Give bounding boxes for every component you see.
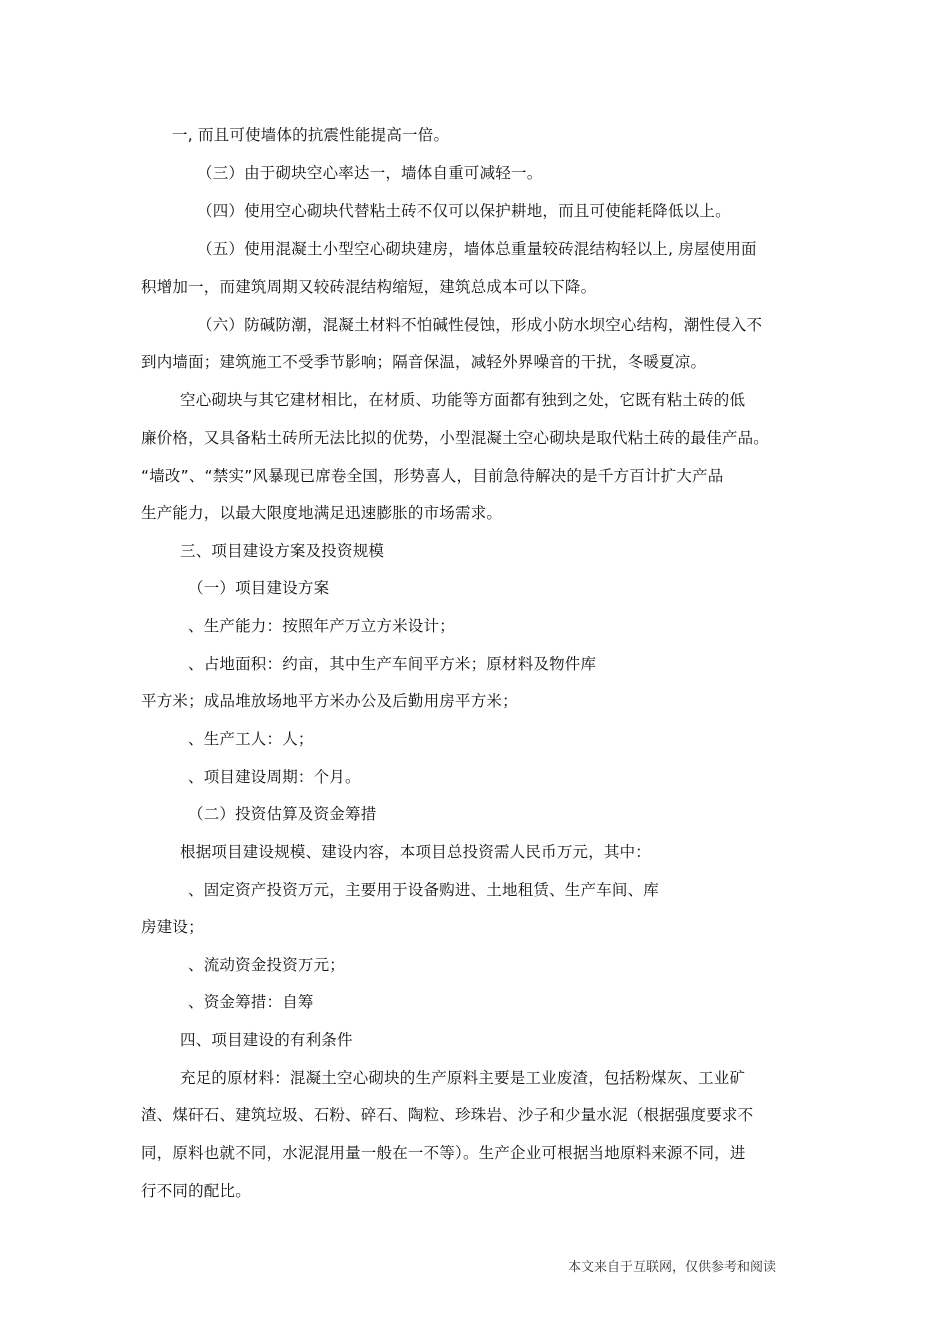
list-item: 、固定资产投资万元，主要用于设备购进、土地租赁、生产车间、库 [188, 881, 660, 899]
paragraph-line: 同，原料也就不同，水泥混用量一般在一不等）。生产企业可根据当地原料来源不同，进 [141, 1144, 746, 1162]
paragraph-line: （五）使用混凝土小型空心砌块建房，墙体总重量较砖混结构轻以上, 房屋使用面 [197, 240, 757, 258]
paragraph-line: （四）使用空心砌块代替粘土砖不仅可以保护耕地，而且可使能耗降低以上。 [197, 202, 731, 220]
subsection-heading: （一）项目建设方案 [188, 579, 330, 597]
section-heading: 四、项目建设的有利条件 [180, 1031, 353, 1049]
paragraph-line: 渣、煤矸石、建筑垃圾、石粉、碎石、陶粒、珍珠岩、沙子和少量水泥（根据强度要求不 [141, 1106, 754, 1124]
paragraph-line: 行不同的配比。 [141, 1182, 251, 1200]
paragraph-line: 廉价格，又具备粘土砖所无法比拟的优势，小型混凝土空心砌块是取代粘土砖的最佳产品。 [141, 429, 770, 447]
paragraph-line: （六）防碱防潮，混凝土材料不怕碱性侵蚀，形成小防水坝空心结构，潮性侵入不 [197, 316, 763, 334]
paragraph-line: 根据项目建设规模、建设内容，本项目总投资需人民币万元，其中： [180, 843, 652, 861]
list-item: 、资金筹措：自筹 [188, 993, 314, 1011]
paragraph-line: 生产能力，以最大限度地满足迅速膨胀的市场需求。 [141, 504, 503, 522]
paragraph-line: 积增加一，而建筑周期又较砖混结构缩短，建筑总成本可以下降。 [141, 278, 597, 296]
subsection-heading: （二）投资估算及资金筹措 [188, 805, 377, 823]
list-item: 、流动资金投资万元； [188, 956, 346, 974]
paragraph-line: 一, 而且可使墙体的抗震性能提高一倍。 [172, 126, 450, 144]
footer-note: 本文来自于互联网，仅供参考和阅读 [568, 1260, 777, 1275]
paragraph-line: 到内墙面；建筑施工不受季节影响；隔音保温，减轻外界噪音的干扰，冬暖夏凉。 [141, 353, 707, 371]
paragraph-line: （三）由于砌块空心率达一，墙体自重可减轻一。 [197, 164, 543, 182]
section-heading: 三、项目建设方案及投资规模 [180, 542, 385, 560]
paragraph-line: 平方米；成品堆放场地平方米办公及后勤用房平方米； [141, 692, 518, 710]
list-item: 、生产能力：按照年产万立方米设计； [188, 617, 455, 635]
paragraph-line: “墙改”、“禁实”风暴现已席卷全国，形势喜人，目前急待解决的是千方百计扩大产品 [141, 467, 724, 485]
paragraph-line: 充足的原材料：混凝土空心砌块的生产原料主要是工业废渣，包括粉煤灰、工业矿 [180, 1069, 746, 1087]
list-item: 、项目建设周期：个月。 [188, 768, 361, 786]
list-item: 、占地面积：约亩，其中生产车间平方米；原材料及物件库 [188, 655, 597, 673]
list-item: 、生产工人：人； [188, 730, 314, 748]
paragraph-line: 空心砌块与其它建材相比，在材质、功能等方面都有独到之处，它既有粘土砖的低 [180, 391, 746, 409]
paragraph-line: 房建设； [141, 918, 204, 936]
